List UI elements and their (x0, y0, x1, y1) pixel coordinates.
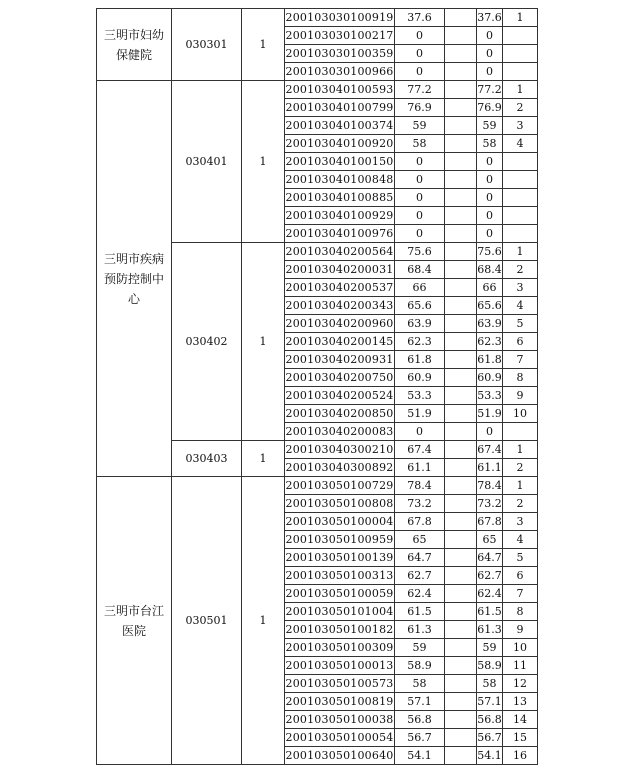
written-score-cell: 76.9 (395, 99, 445, 117)
written-score-cell: 66 (395, 279, 445, 297)
exam-number-cell: 200103040100920 (285, 135, 395, 153)
bonus-points-cell (445, 423, 477, 441)
rank-cell (503, 225, 538, 243)
bonus-points-cell (445, 549, 477, 567)
total-score-cell: 61.1 (477, 459, 503, 477)
rank-cell: 4 (503, 297, 538, 315)
written-score-cell: 67.4 (395, 441, 445, 459)
written-score-cell: 54.1 (395, 747, 445, 765)
written-score-cell: 61.1 (395, 459, 445, 477)
rank-cell: 5 (503, 315, 538, 333)
written-score-cell: 56.8 (395, 711, 445, 729)
rank-cell: 1 (503, 9, 538, 27)
total-score-cell: 61.5 (477, 603, 503, 621)
total-score-cell: 58.9 (477, 657, 503, 675)
exam-number-cell: 200103050100054 (285, 729, 395, 747)
written-score-cell: 0 (395, 207, 445, 225)
bonus-points-cell (445, 189, 477, 207)
exam-number-cell: 200103040100799 (285, 99, 395, 117)
rank-cell: 14 (503, 711, 538, 729)
bonus-points-cell (445, 9, 477, 27)
written-score-cell: 58.9 (395, 657, 445, 675)
bonus-points-cell (445, 279, 477, 297)
total-score-cell: 53.3 (477, 387, 503, 405)
table-row (97, 477, 538, 495)
written-score-cell: 78.4 (395, 477, 445, 495)
total-score-cell: 75.6 (477, 243, 503, 261)
total-score-cell: 57.1 (477, 693, 503, 711)
bonus-points-cell (445, 297, 477, 315)
written-score-cell: 0 (395, 225, 445, 243)
bonus-points-cell (445, 621, 477, 639)
bonus-points-cell (445, 351, 477, 369)
bonus-points-cell (445, 747, 477, 765)
written-score-cell: 65 (395, 531, 445, 549)
rank-cell: 5 (503, 549, 538, 567)
exam-number-cell: 200103030100359 (285, 45, 395, 63)
bonus-points-cell (445, 675, 477, 693)
written-score-cell: 59 (395, 117, 445, 135)
exam-number-cell: 200103050100729 (285, 477, 395, 495)
exam-number-cell: 200103050100819 (285, 693, 395, 711)
written-score-cell: 68.4 (395, 261, 445, 279)
bonus-points-cell (445, 513, 477, 531)
written-score-cell: 37.6 (395, 9, 445, 27)
total-score-cell: 0 (477, 153, 503, 171)
bonus-points-cell (445, 117, 477, 135)
rank-cell (503, 27, 538, 45)
total-score-cell: 59 (477, 117, 503, 135)
rank-cell: 1 (503, 477, 538, 495)
exam-number-cell: 200103040200524 (285, 387, 395, 405)
bonus-points-cell (445, 603, 477, 621)
total-score-cell: 0 (477, 225, 503, 243)
written-score-cell: 77.2 (395, 81, 445, 99)
rank-cell: 6 (503, 333, 538, 351)
total-score-cell: 54.1 (477, 747, 503, 765)
written-score-cell: 60.9 (395, 369, 445, 387)
results-table-body (97, 9, 538, 765)
bonus-points-cell (445, 63, 477, 81)
total-score-cell: 0 (477, 189, 503, 207)
written-score-cell: 62.7 (395, 567, 445, 585)
total-score-cell: 60.9 (477, 369, 503, 387)
total-score-cell: 37.6 (477, 9, 503, 27)
written-score-cell: 61.3 (395, 621, 445, 639)
exam-number-cell: 200103050100808 (285, 495, 395, 513)
total-score-cell: 0 (477, 171, 503, 189)
exam-number-cell: 200103040200343 (285, 297, 395, 315)
total-score-cell: 58 (477, 675, 503, 693)
rank-cell: 8 (503, 603, 538, 621)
written-score-cell: 0 (395, 189, 445, 207)
exam-number-cell: 200103040200031 (285, 261, 395, 279)
total-score-cell: 77.2 (477, 81, 503, 99)
rank-cell: 1 (503, 243, 538, 261)
rank-cell: 4 (503, 135, 538, 153)
written-score-cell: 53.3 (395, 387, 445, 405)
rank-cell (503, 153, 538, 171)
total-score-cell: 58 (477, 135, 503, 153)
post-code-cell: 030301 (172, 9, 242, 81)
written-score-cell: 64.7 (395, 549, 445, 567)
rank-cell: 12 (503, 675, 538, 693)
rank-cell: 7 (503, 585, 538, 603)
exam-number-cell: 200103040200564 (285, 243, 395, 261)
bonus-points-cell (445, 135, 477, 153)
written-score-cell: 57.1 (395, 693, 445, 711)
total-score-cell: 78.4 (477, 477, 503, 495)
total-score-cell: 73.2 (477, 495, 503, 513)
rank-cell: 1 (503, 441, 538, 459)
exam-number-cell: 200103050100013 (285, 657, 395, 675)
unit-name-cell: 三明市疾病预防控制中心 (97, 81, 172, 477)
exam-number-cell: 200103050100038 (285, 711, 395, 729)
rank-cell: 8 (503, 369, 538, 387)
rank-cell: 16 (503, 747, 538, 765)
written-score-cell: 59 (395, 639, 445, 657)
exam-number-cell: 200103040100374 (285, 117, 395, 135)
bonus-points-cell (445, 693, 477, 711)
bonus-points-cell (445, 441, 477, 459)
bonus-points-cell (445, 369, 477, 387)
total-score-cell: 65 (477, 531, 503, 549)
total-score-cell: 61.3 (477, 621, 503, 639)
total-score-cell: 64.7 (477, 549, 503, 567)
exam-number-cell: 200103050100640 (285, 747, 395, 765)
written-score-cell: 58 (395, 135, 445, 153)
rank-cell: 15 (503, 729, 538, 747)
written-score-cell: 0 (395, 171, 445, 189)
rank-cell: 9 (503, 387, 538, 405)
written-score-cell: 63.9 (395, 315, 445, 333)
bonus-points-cell (445, 225, 477, 243)
rank-cell: 2 (503, 261, 538, 279)
rank-cell: 3 (503, 513, 538, 531)
bonus-points-cell (445, 45, 477, 63)
bonus-points-cell (445, 729, 477, 747)
bonus-points-cell (445, 333, 477, 351)
written-score-cell: 58 (395, 675, 445, 693)
post-count-cell: 1 (242, 441, 285, 477)
written-score-cell: 0 (395, 45, 445, 63)
rank-cell: 11 (503, 657, 538, 675)
bonus-points-cell (445, 81, 477, 99)
exam-number-cell: 200103050100004 (285, 513, 395, 531)
rank-cell (503, 423, 538, 441)
written-score-cell: 0 (395, 423, 445, 441)
total-score-cell: 0 (477, 207, 503, 225)
total-score-cell: 68.4 (477, 261, 503, 279)
rank-cell: 1 (503, 81, 538, 99)
rank-cell: 2 (503, 495, 538, 513)
total-score-cell: 67.4 (477, 441, 503, 459)
total-score-cell: 0 (477, 45, 503, 63)
exam-number-cell: 200103040200931 (285, 351, 395, 369)
bonus-points-cell (445, 99, 477, 117)
rank-cell (503, 63, 538, 81)
written-score-cell: 0 (395, 27, 445, 45)
rank-cell: 2 (503, 99, 538, 117)
bonus-points-cell (445, 711, 477, 729)
exam-number-cell: 200103040200083 (285, 423, 395, 441)
exam-number-cell: 200103050101004 (285, 603, 395, 621)
bonus-points-cell (445, 261, 477, 279)
rank-cell: 13 (503, 693, 538, 711)
post-code-cell: 030401 (172, 81, 242, 243)
post-count-cell: 1 (242, 9, 285, 81)
written-score-cell: 0 (395, 153, 445, 171)
exam-number-cell: 200103030100966 (285, 63, 395, 81)
results-table (96, 8, 538, 765)
unit-name-cell: 三明市台江医院 (97, 477, 172, 765)
total-score-cell: 62.3 (477, 333, 503, 351)
exam-number-cell: 200103040200145 (285, 333, 395, 351)
rank-cell: 3 (503, 279, 538, 297)
written-score-cell: 62.4 (395, 585, 445, 603)
bonus-points-cell (445, 315, 477, 333)
bonus-points-cell (445, 405, 477, 423)
total-score-cell: 0 (477, 423, 503, 441)
exam-number-cell: 200103040200850 (285, 405, 395, 423)
rank-cell: 10 (503, 639, 538, 657)
bonus-points-cell (445, 27, 477, 45)
post-count-cell: 1 (242, 477, 285, 765)
exam-number-cell: 200103040200750 (285, 369, 395, 387)
exam-number-cell: 200103030100217 (285, 27, 395, 45)
total-score-cell: 76.9 (477, 99, 503, 117)
total-score-cell: 59 (477, 639, 503, 657)
written-score-cell: 51.9 (395, 405, 445, 423)
total-score-cell: 67.8 (477, 513, 503, 531)
bonus-points-cell (445, 495, 477, 513)
exam-number-cell: 200103040300892 (285, 459, 395, 477)
written-score-cell: 65.6 (395, 297, 445, 315)
exam-number-cell: 200103040100593 (285, 81, 395, 99)
total-score-cell: 0 (477, 27, 503, 45)
written-score-cell: 62.3 (395, 333, 445, 351)
post-code-cell: 030403 (172, 441, 242, 477)
unit-name-cell: 三明市妇幼保健院 (97, 9, 172, 81)
bonus-points-cell (445, 153, 477, 171)
written-score-cell: 0 (395, 63, 445, 81)
exam-number-cell: 200103040100848 (285, 171, 395, 189)
post-code-cell: 030402 (172, 243, 242, 441)
written-score-cell: 61.8 (395, 351, 445, 369)
rank-cell: 6 (503, 567, 538, 585)
total-score-cell: 65.6 (477, 297, 503, 315)
rank-cell: 7 (503, 351, 538, 369)
written-score-cell: 75.6 (395, 243, 445, 261)
rank-cell (503, 45, 538, 63)
total-score-cell: 51.9 (477, 405, 503, 423)
total-score-cell: 66 (477, 279, 503, 297)
written-score-cell: 56.7 (395, 729, 445, 747)
exam-number-cell: 200103050100182 (285, 621, 395, 639)
exam-number-cell: 200103030100919 (285, 9, 395, 27)
rank-cell: 4 (503, 531, 538, 549)
exam-number-cell: 200103040100929 (285, 207, 395, 225)
post-code-cell: 030501 (172, 477, 242, 765)
exam-number-cell: 200103040100885 (285, 189, 395, 207)
exam-number-cell: 200103050100959 (285, 531, 395, 549)
bonus-points-cell (445, 477, 477, 495)
total-score-cell: 62.4 (477, 585, 503, 603)
bonus-points-cell (445, 567, 477, 585)
post-count-cell: 1 (242, 243, 285, 441)
rank-cell (503, 171, 538, 189)
bonus-points-cell (445, 657, 477, 675)
exam-number-cell: 200103040200537 (285, 279, 395, 297)
rank-cell (503, 207, 538, 225)
exam-number-cell: 200103050100139 (285, 549, 395, 567)
exam-number-cell: 200103040300210 (285, 441, 395, 459)
exam-number-cell: 200103050100573 (285, 675, 395, 693)
bonus-points-cell (445, 207, 477, 225)
rank-cell: 9 (503, 621, 538, 639)
post-count-cell: 1 (242, 81, 285, 243)
total-score-cell: 56.7 (477, 729, 503, 747)
exam-number-cell: 200103050100309 (285, 639, 395, 657)
exam-number-cell: 200103050100313 (285, 567, 395, 585)
rank-cell: 2 (503, 459, 538, 477)
total-score-cell: 56.8 (477, 711, 503, 729)
exam-number-cell: 200103040100150 (285, 153, 395, 171)
rank-cell (503, 189, 538, 207)
rank-cell: 10 (503, 405, 538, 423)
bonus-points-cell (445, 585, 477, 603)
written-score-cell: 61.5 (395, 603, 445, 621)
bonus-points-cell (445, 459, 477, 477)
total-score-cell: 61.8 (477, 351, 503, 369)
written-score-cell: 67.8 (395, 513, 445, 531)
table-row (97, 81, 538, 99)
exam-number-cell: 200103050100059 (285, 585, 395, 603)
bonus-points-cell (445, 639, 477, 657)
exam-number-cell: 200103040200960 (285, 315, 395, 333)
total-score-cell: 0 (477, 63, 503, 81)
bonus-points-cell (445, 531, 477, 549)
total-score-cell: 62.7 (477, 567, 503, 585)
table-row (97, 9, 538, 27)
total-score-cell: 63.9 (477, 315, 503, 333)
rank-cell: 3 (503, 117, 538, 135)
bonus-points-cell (445, 171, 477, 189)
exam-number-cell: 200103040100976 (285, 225, 395, 243)
bonus-points-cell (445, 387, 477, 405)
written-score-cell: 73.2 (395, 495, 445, 513)
bonus-points-cell (445, 243, 477, 261)
